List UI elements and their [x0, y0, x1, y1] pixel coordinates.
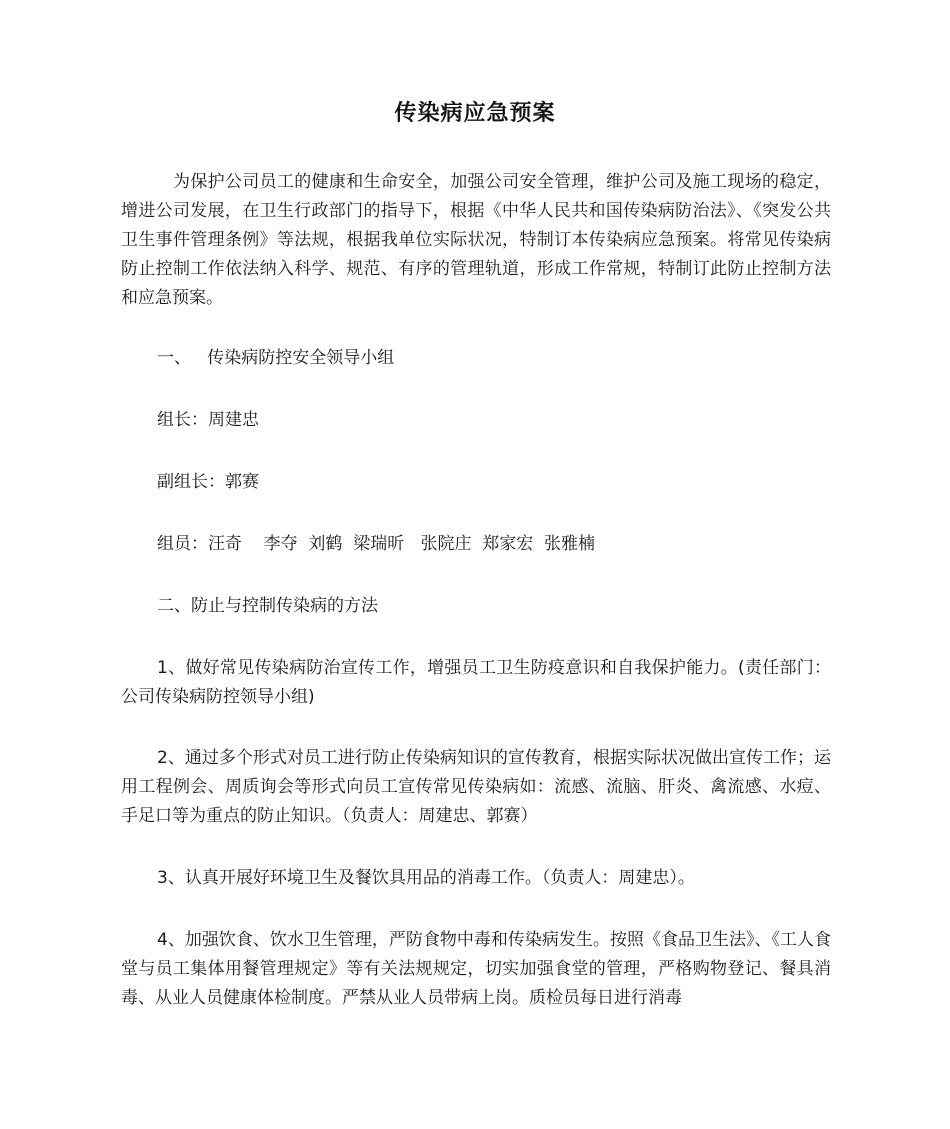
section1-heading: 一、 传染病防控安全领导小组: [157, 348, 395, 368]
intro-paragraph: 为保护公司员工的健康和生命安全，加强公司安全管理，维护公司及施工现场的稳定，增进公司发展，在卫生行政部门的指导下，根据《中华人民共和国传染病防治法》、《突发公共卫生事件管理条例》等法规，根据我单位实际状况，特制订本传染病应急预案。将常见传染病防止控制工作依法纳入科学、规范、有序的管理轨道，形成工作常规，特制订此防止控制方法和应急预案。: [121, 172, 831, 308]
document-title: 传染病应急预案: [394, 101, 556, 126]
leader-line: 组长：周建忠: [157, 410, 259, 430]
item-3-paragraph: 3、认真开展好环境卫生及餐饮具用品的消毒工作。（负责人：周建忠）。: [157, 868, 695, 888]
item-1-paragraph: 1、做好常见传染病防治宣传工作，增强员工卫生防疫意识和自我保护能力。(责任部门：公司传染病防控领导小组): [121, 658, 831, 707]
item-4-paragraph: 4、加强饮食、饮水卫生管理，严防食物中毒和传染病发生。按照《食品卫生法》、《工人食堂与员工集体用餐管理规定》等有关法规规定，切实加强食堂的管理，严格购物登记、餐具消毒、从业人员健康体检制度。严禁从业人员带病上岗。质检员每日进行消毒: [121, 930, 831, 1008]
deputy-line: 副组长：郭赛: [157, 472, 259, 492]
item-2-paragraph: 2、通过多个形式对员工进行防止传染病知识的宣传教育，根据实际状况做出宣传工作；运用工程例会、周质询会等形式向员工宣传常见传染病如：流感、流脑、肝炎、禽流感、水痘、手足口等为重点的防止知识。（负责人：周建忠、郭赛）: [121, 748, 831, 826]
members-line: 组员：汪奇 李夺 刘鹤 梁瑞昕 张院庄 郑家宏 张雅楠: [157, 534, 596, 554]
section2-heading: 二、防止与控制传染病的方法: [157, 596, 378, 616]
